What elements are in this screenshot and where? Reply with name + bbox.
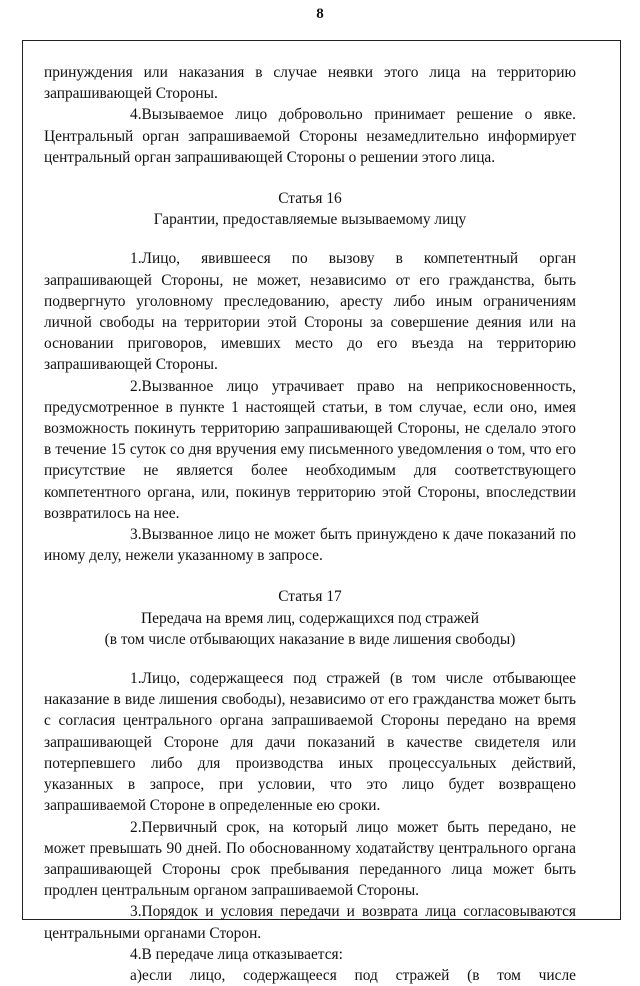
article-17-paragraph-1: [44, 668, 576, 816]
paragraph-text: Лицо, содержащееся под стражей (в том числе отбывающее наказание в виде лишения свободы), независимо от его гражданства может быть с согласия центрального органа запрашиваемой Стороны передано на время запрашивающей Стороне для дачи показаний в качестве свидетеля или потерпевшего либо для производства иных процессуальных действий, указанных в запросе, при условии, что это лицо будет возвращено запрашиваемой Стороне в определенные ею сроки.: [44, 670, 576, 815]
article-17-subtitle: Передача на время лиц, содержащихся под стражей: [141, 609, 479, 627]
article-17-subtitle-note: (в том числе отбывающих наказание в виде лишения свободы): [104, 630, 516, 648]
article-17-paragraph-4: [44, 944, 576, 965]
article-16-paragraph-2: [44, 376, 576, 524]
paragraph-number: 3.: [130, 903, 142, 921]
paragraph-text: Вызываемое лицо добровольно принимает решение о явке. Центральный орган запрашиваемой Стороны незамедлительно информирует центральный орган запрашивающей Стороны о решении этого лица.: [44, 106, 576, 166]
paragraph-number: 4.: [130, 106, 142, 124]
article-16-subtitle: Гарантии, предоставляемые вызываемому лицу: [153, 211, 467, 229]
article-17-item-a: [44, 965, 576, 986]
intro-paragraph-4: [44, 104, 576, 168]
page-number: 8: [316, 6, 324, 22]
paragraph-number: 2.: [130, 818, 142, 836]
document-body: [44, 62, 576, 986]
item-text: если лицо, содержащееся под стражей (в том числе: [141, 966, 576, 984]
paragraph-text: Порядок и условия передачи и возврата лица согласовываются центральными органами Сторон.: [44, 903, 576, 942]
article-17-paragraph-3: [44, 901, 576, 943]
paragraph-text: Лицо, явившееся по вызову в компетентный орган запрашивающей Стороны, не может, независимо от его гражданства, быть подвергнуто уголовному преследованию, аресту либо иным ограничениям личной свободы на территории этой Стороны за совершение деяния или на основании приговоров, имевших место до его въезда на территорию запрашивающей Стороны.: [44, 250, 576, 374]
paragraph-text: Вызванное лицо утрачивает право на неприкосновенность, предусмотренное в пункте 1 настоящей статьи, в том случае, если оно, имея возможность покинуть территорию запрашивающей Стороны, не сделало этого в течение 15 суток со дня вручения ему письменного уведомления о том, что его присутствие не является более необходимым для соответствующего компетентного органа, или, покинув территорию этой Стороны, впоследствии возвратилось на нее.: [44, 377, 576, 522]
article-16-title: Статья 16: [278, 190, 342, 208]
paragraph-number: 3.: [130, 526, 142, 544]
item-letter: а): [130, 966, 142, 984]
paragraph-number: 1.: [130, 670, 142, 688]
paragraph-number: 1.: [130, 250, 142, 268]
paragraph-text: Первичный срок, на который лицо может быть передано, не может превышать 90 дней. По обоснованному ходатайству центрального органа запрашивающей Стороны срок пребывания переданного лица может быть продлен центральным органом запрашиваемой Стороны.: [44, 818, 576, 900]
paragraph-text: В передаче лица отказывается:: [141, 945, 343, 963]
article-17-title: Статья 17: [278, 588, 342, 606]
intro-continuation: принуждения или наказания в случае неявки этого лица на территорию запрашивающей Стороны.: [44, 64, 576, 103]
paragraph-number: 4.: [130, 945, 142, 963]
article-17-paragraph-2: [44, 817, 576, 902]
article-16-paragraph-1: [44, 248, 576, 375]
paragraph-text: Вызванное лицо не может быть принуждено к даче показаний по иному делу, нежели указанному в запросе.: [44, 526, 576, 565]
paragraph-number: 2.: [130, 377, 142, 395]
article-16-paragraph-3: [44, 524, 576, 566]
